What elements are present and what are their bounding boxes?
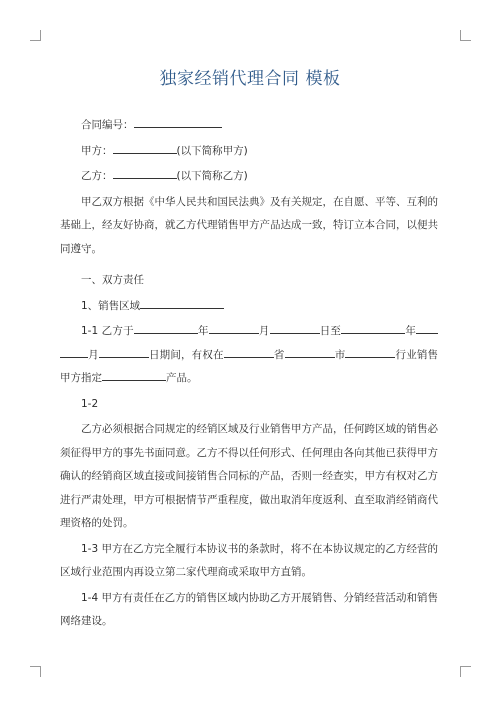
- party-b-line: [60, 165, 438, 189]
- end-month-blank-a[interactable]: [416, 323, 438, 334]
- clause-1-title: [60, 295, 438, 319]
- end-day-label: 日期间，有权在: [148, 348, 224, 361]
- clause-1-1: [60, 320, 438, 391]
- party-b-blank[interactable]: [113, 168, 177, 179]
- product-label: 产品。: [166, 372, 198, 384]
- party-a-label: 甲方：: [81, 144, 113, 157]
- contract-number-label: 合同编号：: [81, 119, 134, 131]
- party-b-label: 乙方：: [81, 170, 113, 182]
- industry-label: 行业销售甲方指定: [60, 348, 439, 384]
- crop-mark-top-left: [30, 30, 41, 41]
- party-a-suffix: (以下简称甲方): [176, 144, 248, 157]
- party-a-line: [60, 140, 438, 164]
- city-blank[interactable]: [285, 347, 335, 358]
- section-1-title: 一、双方责任: [81, 274, 144, 286]
- start-day-blank[interactable]: [270, 323, 320, 334]
- start-day-label: 日至: [319, 325, 342, 337]
- product-blank[interactable]: [102, 370, 166, 381]
- clause-1-2-label: 1-2: [81, 397, 99, 410]
- crop-mark-bottom-right: [460, 666, 471, 677]
- clause-1-label: 1、销售区域: [81, 299, 141, 312]
- crop-mark-bottom-left: [30, 666, 41, 677]
- start-year-blank[interactable]: [134, 323, 198, 334]
- contract-number-blank[interactable]: [134, 117, 222, 128]
- document-title: 独家经销代理合同 模板: [159, 69, 341, 89]
- clause-1-4: 1-4 甲方有责任在乙方的销售区域内协助乙方开展销售、分销经营活动和销售网络建设。: [60, 591, 438, 627]
- clause-1-1-prefix: 1-1 乙方于: [81, 325, 134, 337]
- province-label: 省: [273, 348, 285, 361]
- end-year-label: 年: [405, 325, 417, 337]
- industry-blank[interactable]: [345, 347, 395, 358]
- city-label: 市: [334, 348, 346, 361]
- start-month-label: 月: [258, 325, 270, 337]
- sales-region-blank[interactable]: [140, 298, 224, 309]
- end-month-label: 月: [88, 348, 99, 361]
- contract-number-line: [60, 114, 438, 138]
- document-body: [60, 114, 438, 634]
- party-b-suffix: (以下简称乙方): [176, 170, 248, 182]
- preamble-paragraph: 甲乙双方根据《中华人民共和国民法典》及有关规定，在自愿、平等、互利的基础上，经友好协商，就乙方代理销售甲方产品达成一致，特订立本合同，以便共同遵守。: [60, 195, 438, 255]
- start-month-blank[interactable]: [209, 323, 259, 334]
- party-a-blank[interactable]: [113, 143, 177, 154]
- clause-1-2-text: 乙方必须根据合同规定的经销区域及行业销售甲方产品，任何跨区域的销售必须征得甲方的事先书面同意。乙方不得以任何形式、任何理由各向其他已获得甲方确认的经销商区域直接或间接销售合同标的产品，否则一经查实，甲方有权对乙方进行严肃处理，甲方可根据情节严重程度，做出取消年度返利、直至取消经销商代理资格的处罚。: [60, 423, 438, 529]
- end-day-blank[interactable]: [99, 347, 149, 358]
- start-year-label: 年: [197, 325, 209, 337]
- crop-mark-top-right: [460, 30, 471, 41]
- clause-1-3: 1-3 甲方在乙方完全履行本协议书的条款时，将不在本协议规定的乙方经营的区域行业范围内再设立第二家代理商或采取甲方直销。: [60, 542, 438, 578]
- end-month-blank-b[interactable]: [60, 347, 88, 358]
- province-blank[interactable]: [224, 347, 274, 358]
- end-year-blank[interactable]: [341, 323, 405, 334]
